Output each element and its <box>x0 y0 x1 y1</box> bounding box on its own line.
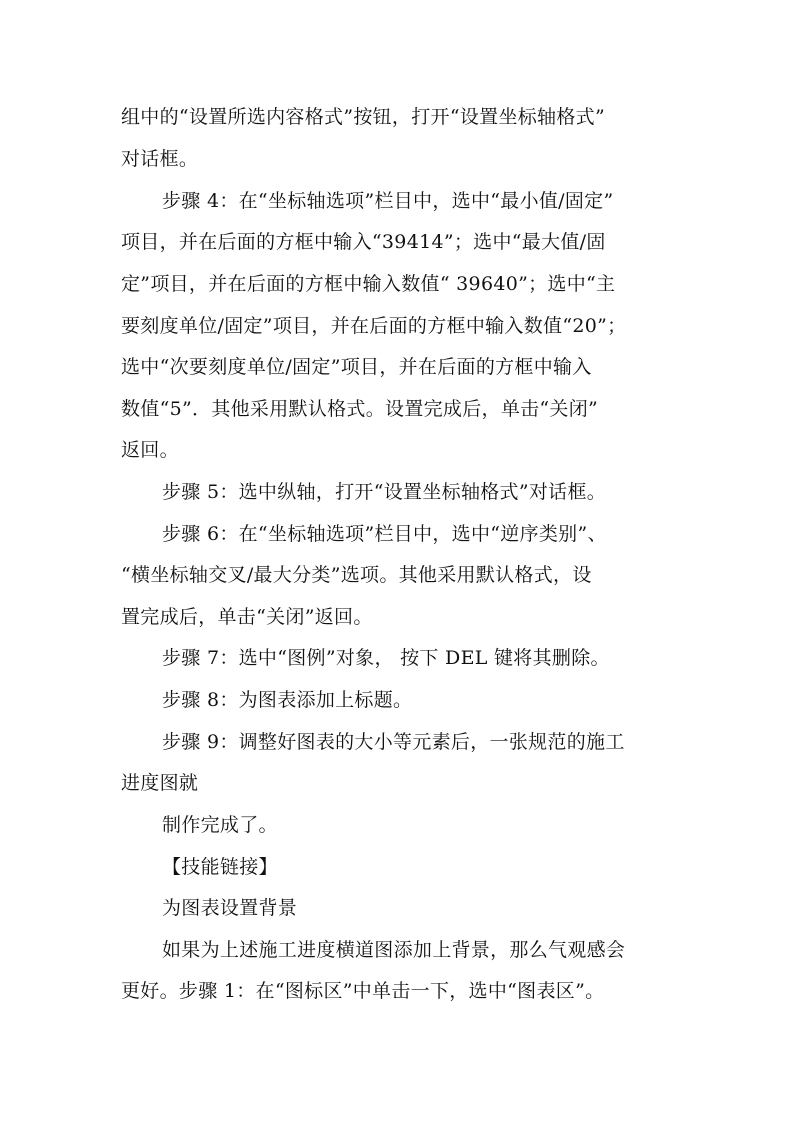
text-line-13: 置完成后，单击“关闭”返回。 <box>121 606 373 628</box>
text-line-11: 步骤 6：在“坐标轴选项”栏目中，选中“逆序类别”、 <box>162 523 607 545</box>
text-line-16: 步骤 9：调整好图表的大小等元素后，一张规范的施工 <box>162 731 625 753</box>
subsection-title: 为图表设置背景 <box>162 897 298 919</box>
text-line-12: “横坐标轴交叉/最大分类”选项。其他采用默认格式，设 <box>121 564 592 586</box>
text-line-7: 选中“次要刻度单位/固定”项目，并在后面的方框中输入 <box>121 356 592 378</box>
text-line-17: 进度图就 <box>121 772 199 794</box>
text-line-9: 返回。 <box>121 439 179 461</box>
text-line-18: 制作完成了。 <box>162 814 278 836</box>
text-line-14: 步骤 7：选中“图例”对象， 按下 DEL 键将其删除。 <box>162 647 610 669</box>
text-line-5: 定”项目，并在后面的方框中输入数值“ 39640”；选中“主 <box>121 273 616 295</box>
text-line-15: 步骤 8：为图表添加上标题。 <box>162 689 413 711</box>
text-line-10: 步骤 5：选中纵轴，打开“设置坐标轴格式”对话框。 <box>162 481 607 503</box>
text-line-1: 组中的“设置所选内容格式”按钮，打开“设置坐标轴格式” <box>121 106 605 128</box>
text-line-3: 步骤 4：在“坐标轴选项”栏目中，选中“最小值/固定” <box>162 190 614 212</box>
text-line-4: 项目，并在后面的方框中输入“39414”；选中“最大值/固 <box>121 231 606 253</box>
text-line-8: 数值“5”．其他采用默认格式。设置完成后，单击“关闭” <box>121 398 599 420</box>
text-line-22: 更好。步骤 1：在“图标区”中单击一下，选中“图表区”。 <box>121 980 605 1002</box>
section-heading: 【技能链接】 <box>162 856 278 878</box>
text-line-21: 如果为上述施工进度横道图添加上背景，那么气观感会 <box>162 939 626 961</box>
text-line-6: 要刻度单位/固定”项目，并在后面的方框中输入数值“20”； <box>121 315 627 337</box>
text-line-2: 对话框。 <box>121 148 199 170</box>
